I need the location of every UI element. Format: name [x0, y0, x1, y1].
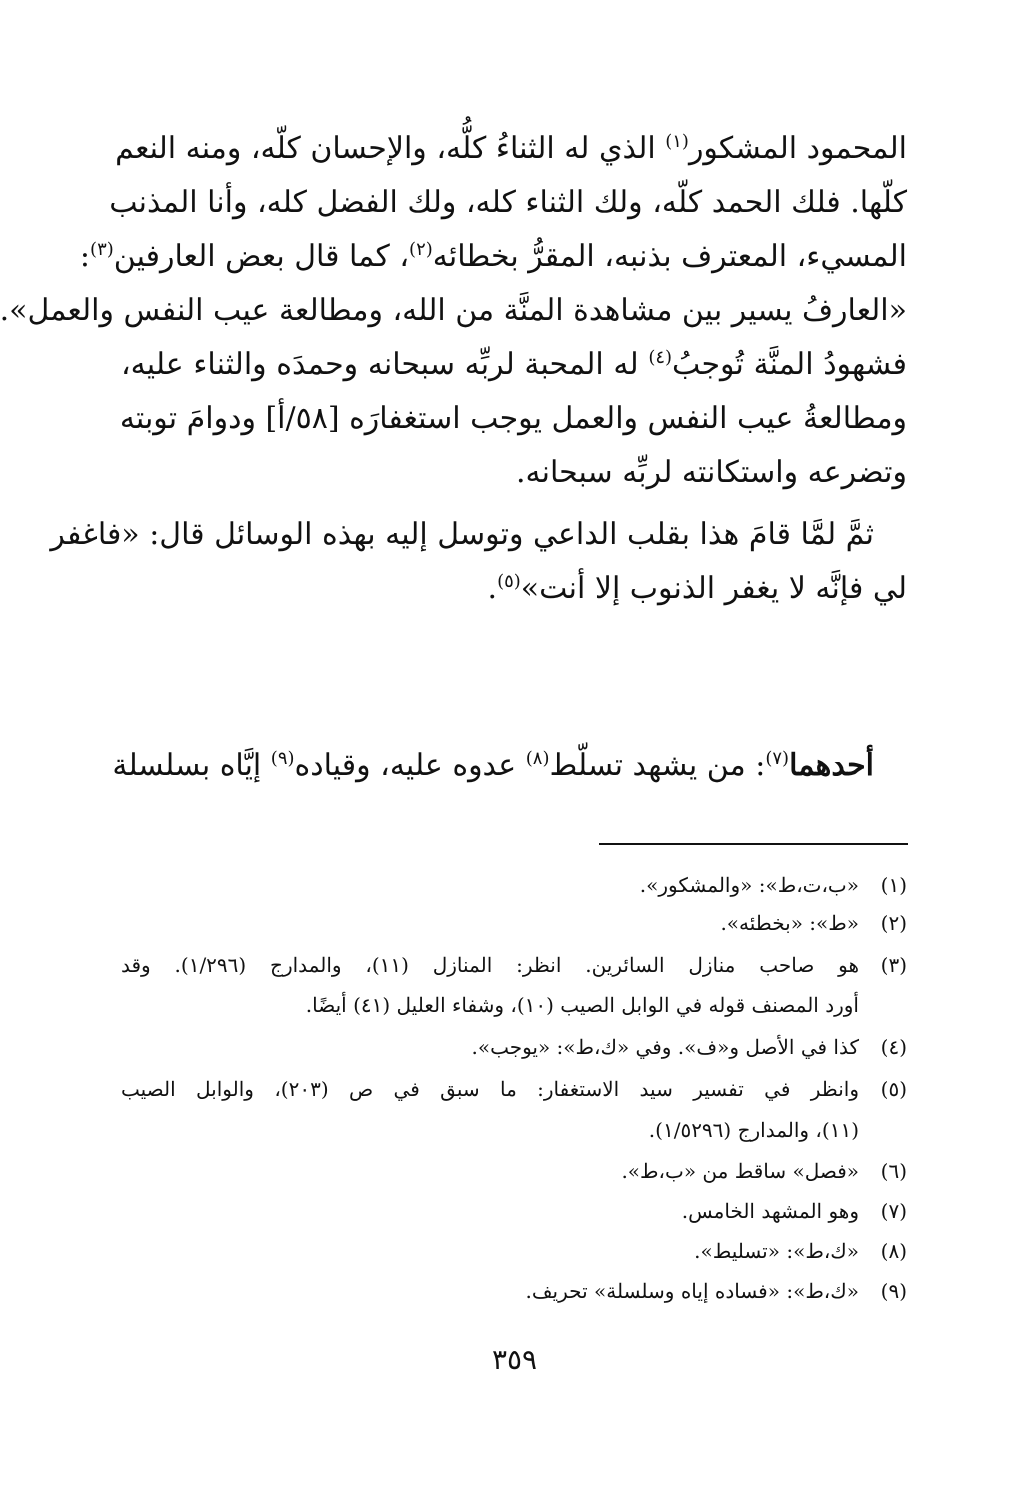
footnote-ref-5[interactable]: (٥) [497, 571, 521, 592]
footnote-ref-7[interactable]: (٧) [765, 748, 790, 769]
body-line-7: وتضرعه واستكانته لربِّه سبحانه. [516, 455, 907, 490]
footnote-5-continued: (١١)، والمدارج (١/٥٢٩٦). [648, 1118, 859, 1142]
footnote-8 [121, 1234, 907, 1268]
footnote-ref-1[interactable]: (١) [665, 131, 689, 152]
body-line-9: لي فإنَّه لا يغفر الذنوب إلا أنت»$^{(٥)}$. [487, 571, 907, 606]
footnote-2 [121, 906, 907, 940]
page-number: ٣٥٩ [491, 1343, 538, 1376]
body-line-4: «العارفُ يسير بين مشاهدة المنَّة من الله، ومطالعة عيب النفس والعمل». [0, 293, 907, 328]
footnote-ref-4[interactable]: (٤) [648, 347, 673, 368]
footnote-4 [121, 1030, 907, 1064]
footnote-number: (٨) [880, 1239, 907, 1263]
footnote-6 [121, 1154, 907, 1188]
footnote-number: (٢) [880, 911, 907, 935]
footnote-number: (٩) [880, 1279, 907, 1303]
footnote-number: (٧) [880, 1199, 907, 1223]
body-line-10: أحدهما$^{(٧)}$: من يشهد تسلّط$^{(٨)}$ عدوه عليه، وقياده$^{(٩)}$ إيَّاه بسلسلة [112, 748, 874, 783]
footnote-number: (٤) [880, 1035, 907, 1059]
footnote-ref-9[interactable]: (٩) [270, 748, 295, 769]
body-line-5: فشهودُ المنَّة تُوجبُ$^{(٤)}$ له المحبة لربِّه سبحانه وحمدَه والثناء عليه، [121, 347, 907, 382]
footnote-separator [599, 843, 908, 845]
footnote-number: (٦) [880, 1159, 907, 1183]
footnote-number: (١) [880, 873, 907, 897]
body-line-6: ومطالعةُ عيب النفس والعمل يوجب استغفارَه [٥٨/أ] ودوامَ توبته [119, 401, 907, 436]
footnote-text: «ب،ت،ط»: «والمشكور». [639, 873, 859, 897]
footnote-text: «ط»: «بخطئه». [720, 911, 859, 935]
footnote-7 [121, 1194, 907, 1228]
body-line-1: المحمود المشكور$^{(١)}$ الذي له الثناءُ كلُّه، والإحسان كلّه، ومنه النعم [115, 131, 907, 166]
footnote-text: «ك،ط»: «فساده إياه وسلسلة» تحريف. [525, 1279, 859, 1303]
body-line-2: كلّها. فلك الحمد كلّه، ولك الثناء كله، ولك الفضل كله، وأنا المذنب [109, 185, 907, 220]
footnote-3 [121, 948, 907, 982]
footnote-ref-8[interactable]: (٨) [525, 748, 550, 769]
footnote-text: وانظر في تفسير سيد الاستغفار: ما سبق في ص (٢٠٣)، والوابل الصيب [121, 1077, 859, 1101]
section-subheading [121, 684, 874, 740]
footnote-number: (٥) [880, 1077, 907, 1101]
footnote-ref-3[interactable]: (٣) [90, 239, 114, 260]
footnote-text: «ك،ط»: «تسليط». [694, 1239, 859, 1263]
footnote-text: وهو المشهد الخامس. [681, 1199, 859, 1223]
footnote-text: هو صاحب منازل السائرين. انظر: المنازل (١١)، والمدارج (١/٢٩٦). وقد [121, 953, 859, 977]
footnote-text: كذا في الأصل و«ف». وفي «ك،ط»: «يوجب». [471, 1035, 859, 1059]
footnote-number: (٣) [880, 953, 907, 977]
body-line-3: المسيء، المعترف بذنبه، المقرُّ بخطائه$^{(٢)}$، كما قال بعض العارفين$^{(٣)}$: [79, 239, 907, 274]
footnote-9 [121, 1274, 907, 1308]
footnote-text: «فصل» ساقط من «ب،ط». [621, 1159, 859, 1183]
footnote-1 [121, 868, 907, 902]
footnote-3-continued: أورد المصنف قوله في الوابل الصيب (١٠)، وشفاء العليل (٤١) أيضًا. [305, 993, 859, 1017]
footnote-5 [121, 1072, 907, 1106]
footnote-ref-2[interactable]: (٢) [409, 239, 433, 260]
body-line-8: ثمَّ لمَّا قامَ هذا بقلب الداعي وتوسل إليه بهذه الوسائل قال: «فاغفر [50, 517, 874, 552]
